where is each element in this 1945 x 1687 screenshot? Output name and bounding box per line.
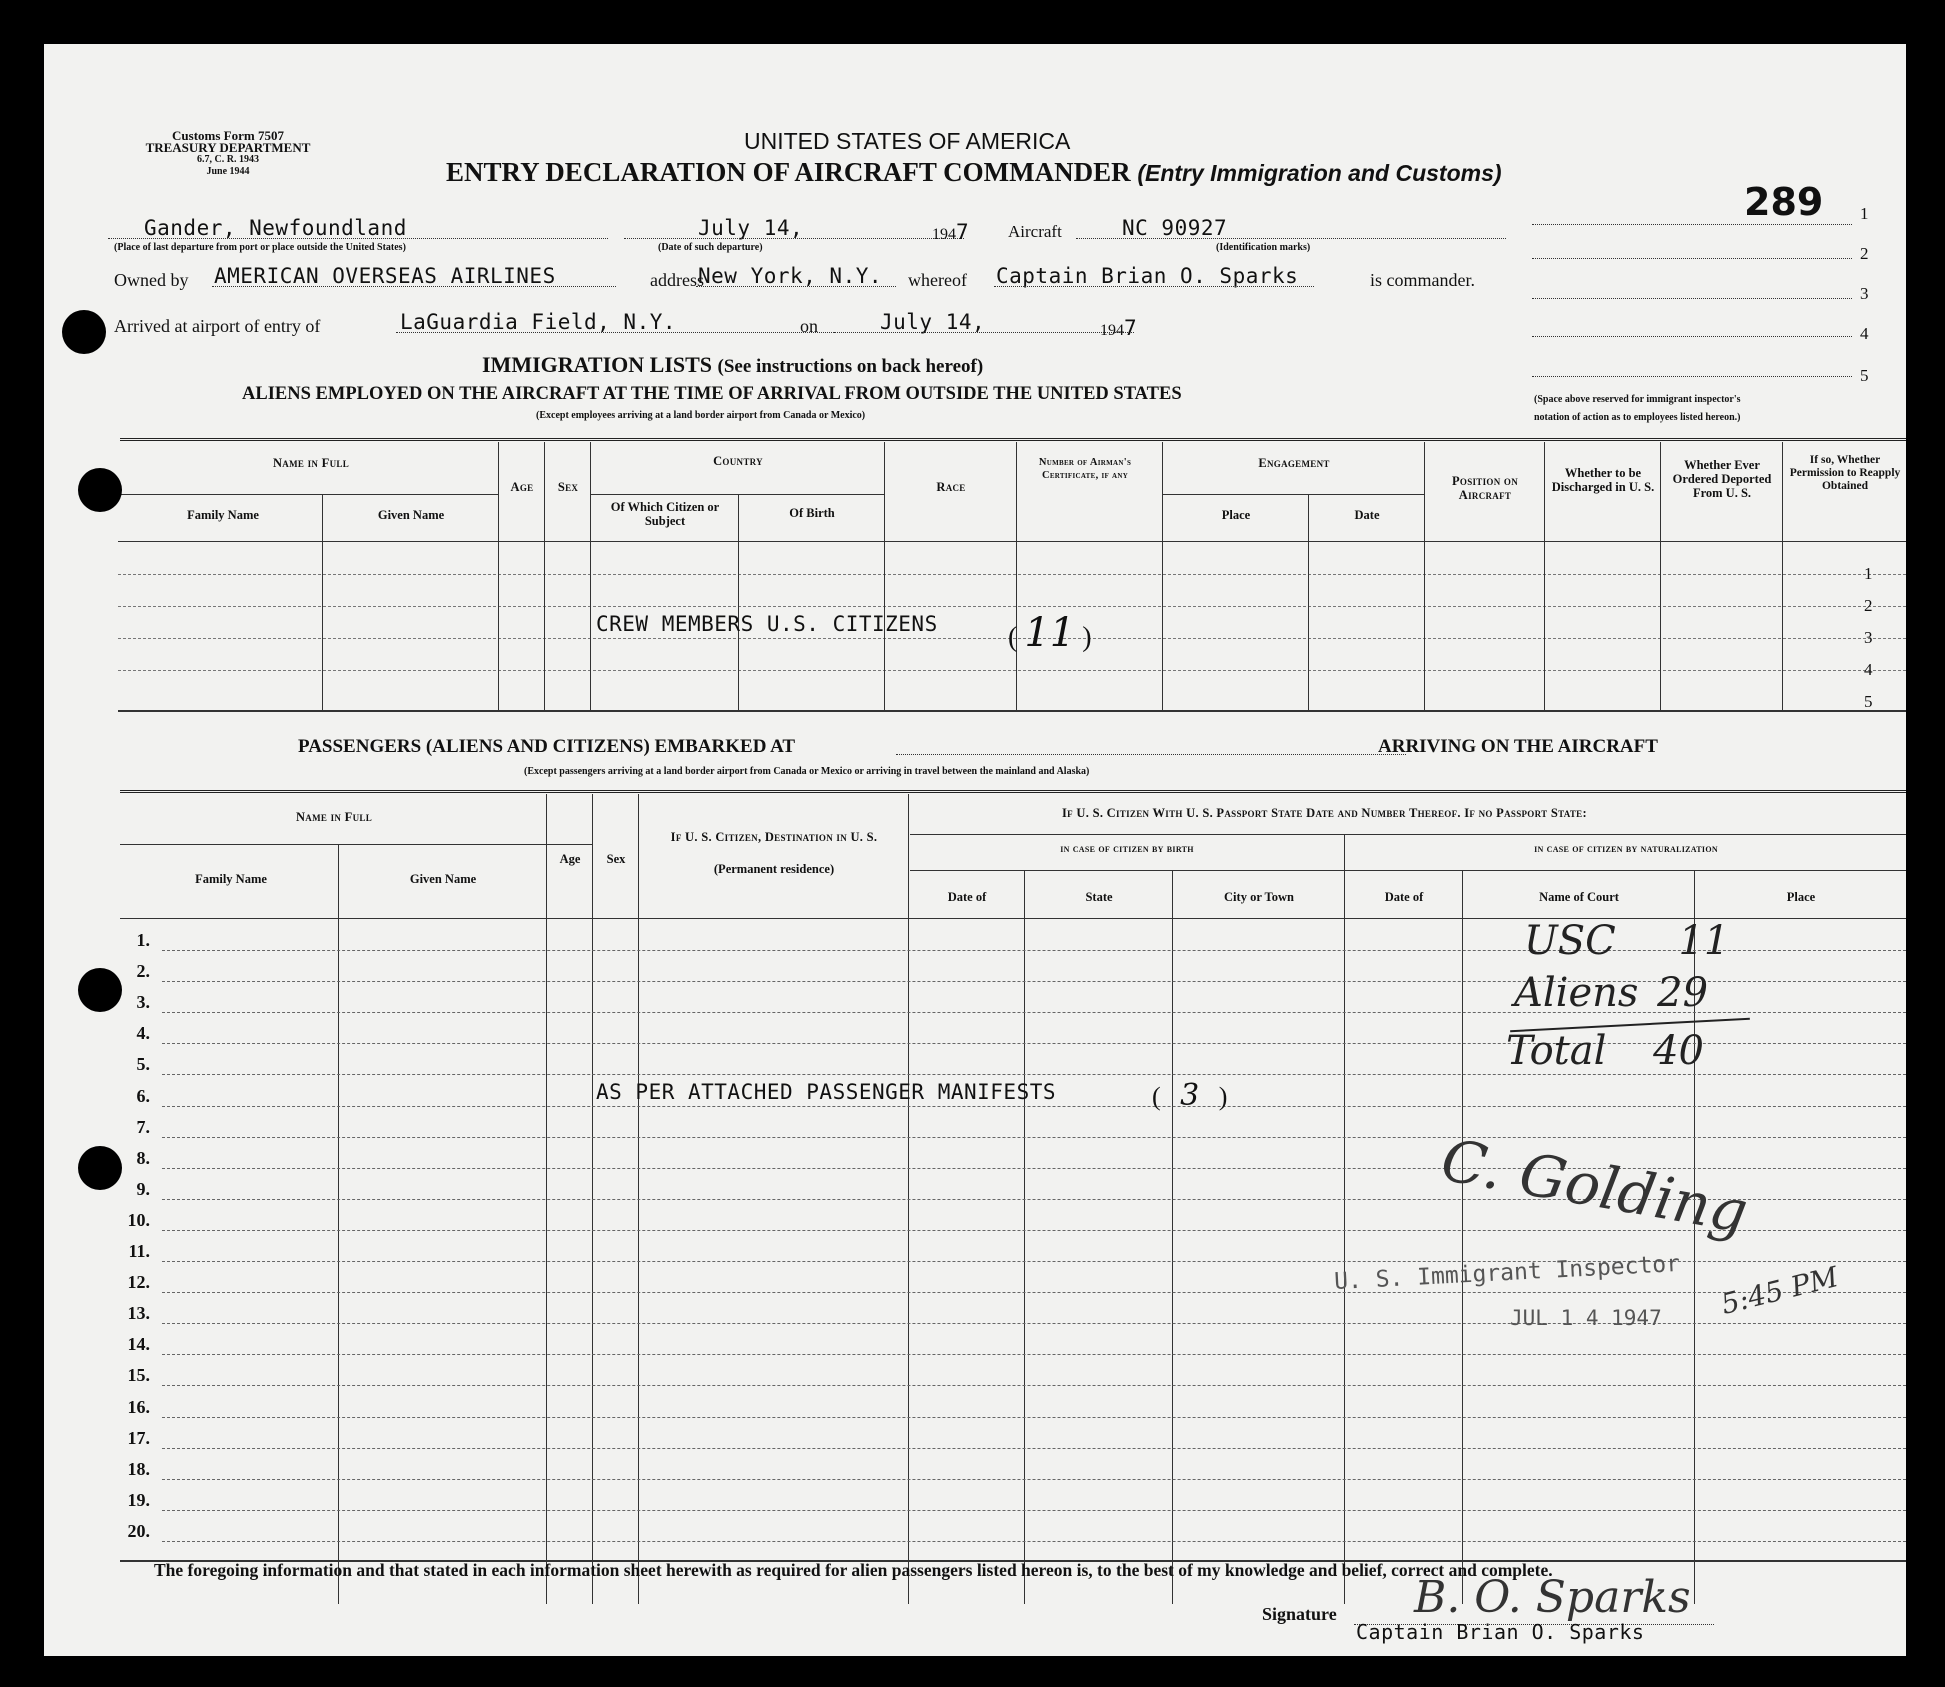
immigration-title: IMMIGRATION LISTS (See instructions on back hereof)	[482, 352, 984, 377]
inspector-time-note: 5:45 PM	[1717, 1260, 1842, 1321]
arrival-date: July 14,	[880, 310, 986, 334]
passenger-row-number: 5.	[136, 1054, 150, 1074]
passenger-row-number: 8.	[136, 1148, 150, 1168]
punch-hole	[78, 468, 122, 512]
is-commander-label: is commander.	[1370, 270, 1475, 290]
passenger-row-number: 12.	[127, 1272, 150, 1292]
tally-aliens-label: Aliens	[1514, 970, 1639, 1016]
tally-usc	[1524, 918, 1729, 964]
inspector-stamp-date: JUL 1 4 1947	[1510, 1306, 1662, 1330]
pass-header-date-of-2: Date of	[1384, 890, 1424, 904]
departure-date: July 14,	[698, 216, 804, 240]
pass-header-state: State	[1085, 890, 1113, 904]
whereof-label: whereof	[908, 270, 967, 290]
form-title	[446, 157, 1502, 188]
imm-header-age: Age	[510, 480, 534, 494]
form-department: TREASURY DEPARTMENT	[145, 140, 311, 155]
imm-header-discharged: Whether to be Discharged in U. S.	[1551, 466, 1655, 494]
imm-header-permission: If so, Whether Permission to Reapply Obtained	[1789, 454, 1901, 492]
crew-count: ( 11 )	[1008, 610, 1092, 656]
passenger-row-number: 18.	[127, 1459, 150, 1479]
imm-header-given: Given Name	[377, 508, 445, 522]
pass-header-destination: If U. S. Citizen, Destination in U. S.	[670, 830, 878, 844]
passenger-row-number: 10.	[127, 1210, 150, 1230]
arrival-label: Arrived at airport of entry of	[114, 316, 321, 336]
passenger-row-number: 2.	[136, 961, 150, 981]
pass-header-by-birth: in case of citizen by birth	[1060, 843, 1194, 855]
form-reference: 6.7, C. R. 1943	[197, 154, 259, 165]
passengers-title-right: ARRIVING ON THE AIRCRAFT	[1378, 736, 1658, 757]
immigration-subtitle: ALIENS EMPLOYED ON THE AIRCRAFT AT THE TIME OF ARRIVAL FROM OUTSIDE THE UNITED STATES	[242, 384, 1182, 404]
passenger-row-number: 11.	[128, 1241, 150, 1261]
margin-line-1: 1	[1860, 204, 1869, 223]
imm-row-2: 2	[1864, 596, 1873, 615]
pass-header-by-naturalization: in case of citizen by naturalization	[1534, 843, 1718, 855]
imm-header-position: Position on Aircraft	[1451, 474, 1519, 502]
passenger-row-number: 15.	[127, 1365, 150, 1385]
pass-header-age: Age	[559, 852, 581, 866]
arrival-on-label: on	[800, 316, 818, 336]
passenger-row-line	[162, 1074, 1906, 1075]
sheet-number: 289	[1744, 180, 1824, 224]
signer-name: Captain Brian O. Sparks	[1356, 1620, 1645, 1644]
tally-usc-label: USC	[1524, 918, 1616, 964]
margin-line-5: 5	[1860, 366, 1869, 385]
tally-total	[1506, 1028, 1704, 1074]
aircraft-caption: (Identification marks)	[1216, 242, 1311, 253]
pass-header-given: Given Name	[409, 872, 477, 886]
pass-header-date-of: Date of	[947, 890, 987, 904]
passenger-row-number: 19.	[127, 1490, 150, 1510]
pass-header-sex: Sex	[606, 852, 626, 866]
imm-row-4: 4	[1864, 660, 1873, 679]
passenger-row-line	[162, 1230, 1906, 1231]
manifest-entry: AS PER ATTACHED PASSENGER MANIFESTS	[596, 1080, 1057, 1104]
form-info	[88, 130, 368, 178]
owned-by-label: Owned by	[114, 270, 189, 290]
certification-text: The foregoing information and that stated in each information sheet herewith as required for alien passengers listed hereon is, to the best of my knowledge and belief, correct and complete.	[154, 1560, 1553, 1580]
passenger-row-number: 6.	[136, 1086, 150, 1106]
pass-header-place: Place	[1786, 890, 1816, 904]
passenger-row-number: 4.	[136, 1023, 150, 1043]
crew-entry: CREW MEMBERS U.S. CITIZENS	[596, 612, 938, 636]
passenger-row-line	[162, 1417, 1906, 1418]
passenger-row-line	[162, 1385, 1906, 1386]
punch-hole	[78, 1146, 122, 1190]
pass-header-court: Name of Court	[1539, 890, 1619, 904]
reserved-note-2: notation of action as to employees listed hereon.)	[1534, 412, 1741, 423]
margin-line-2: 2	[1860, 244, 1869, 263]
country-heading: UNITED STATES OF AMERICA	[744, 128, 1071, 154]
passenger-row-line	[162, 1354, 1906, 1355]
imm-header-birth: Of Birth	[789, 506, 835, 520]
passenger-row-number: 17.	[127, 1428, 150, 1448]
passenger-row-number: 9.	[136, 1179, 150, 1199]
passenger-row-number: 20.	[127, 1521, 150, 1541]
address-label: address	[650, 270, 704, 290]
departure-date-caption: (Date of such departure)	[658, 242, 763, 253]
owner-name: AMERICAN OVERSEAS AIRLINES	[214, 264, 556, 288]
imm-header-date: Date	[1354, 508, 1380, 522]
arrival-year: 1947	[1100, 316, 1138, 340]
pass-header-family: Family Name	[195, 872, 267, 886]
passenger-row-line	[162, 1106, 1906, 1107]
passengers-caption: (Except passengers arriving at a land border airport from Canada or Mexico or arriving in travel between the mainland and Alaska)	[524, 766, 1090, 777]
margin-line-3: 3	[1860, 284, 1869, 303]
punch-hole	[62, 310, 106, 354]
passengers-title-left: PASSENGERS (ALIENS AND CITIZENS) EMBARKED AT	[298, 736, 796, 757]
form-date: June 1944	[206, 166, 250, 177]
imm-header-name: Name in Full	[272, 456, 350, 470]
passenger-row-number: 7.	[136, 1117, 150, 1137]
margin-line-4: 4	[1860, 324, 1869, 343]
imm-row-5: 5	[1864, 692, 1873, 711]
imm-row-3: 3	[1864, 628, 1873, 647]
tally-aliens	[1514, 970, 1708, 1016]
form-number: Customs Form 7507	[172, 128, 284, 143]
pass-header-passport: If U. S. Citizen With U. S. Passport State Date and Number Thereof. If no Passport State:	[1062, 806, 1587, 820]
tally-aliens-value: 29	[1657, 970, 1709, 1016]
imm-header-sex: Sex	[557, 480, 579, 494]
manifest-count: ( 3 )	[1152, 1078, 1228, 1113]
commander-signature: B. O. Sparks	[1414, 1572, 1691, 1623]
passenger-row-line	[162, 1510, 1906, 1511]
imm-row-1: 1	[1864, 564, 1873, 583]
imm-header-engagement: Engagement	[1258, 456, 1330, 470]
reserved-note-1: (Space above reserved for immigrant inspector's	[1534, 394, 1741, 405]
commander-name: Captain Brian O. Sparks	[996, 264, 1299, 288]
imm-header-cert: Number of Airman's Certificate, if any	[1038, 457, 1132, 481]
owner-address: New York, N.Y.	[698, 264, 883, 288]
passenger-row-line	[162, 1448, 1906, 1449]
imm-header-family: Family Name	[187, 508, 259, 522]
pass-header-name: Name in Full	[295, 810, 373, 824]
passenger-row-number: 1.	[136, 930, 150, 950]
departure-year: 1947	[932, 220, 970, 244]
signature-label: Signature	[1262, 1604, 1337, 1624]
imm-header-deported: Whether Ever Ordered Deported From U. S.	[1672, 458, 1772, 500]
imm-header-country: Country	[713, 454, 763, 468]
tally-usc-value: 11	[1678, 918, 1730, 964]
tally-total-label: Total	[1506, 1028, 1607, 1074]
aircraft-label: Aircraft	[1008, 222, 1062, 241]
pass-header-destination-note: (Permanent residence)	[713, 862, 835, 876]
immigration-caption: (Except employees arriving at a land border airport from Canada or Mexico)	[536, 410, 866, 421]
inspector-stamp-title: U. S. Immigrant Inspector	[1333, 1250, 1681, 1296]
passenger-row-line	[162, 1479, 1906, 1480]
passenger-row-number: 13.	[127, 1303, 150, 1323]
departure-place: Gander, Newfoundland	[144, 216, 407, 240]
form-title-sub: (Entry Immigration and Customs)	[1137, 160, 1502, 186]
departure-place-caption: (Place of last departure from port or place outside the United States)	[114, 242, 406, 253]
imm-header-race: Race	[936, 480, 966, 494]
passenger-row-number: 14.	[127, 1334, 150, 1354]
passenger-row-line	[162, 1137, 1906, 1138]
passenger-row-number: 3.	[136, 992, 150, 1012]
passenger-row-number: 16.	[127, 1397, 150, 1417]
passenger-row-line	[162, 1292, 1906, 1293]
aircraft-marks: NC 90927	[1122, 216, 1228, 240]
punch-hole	[78, 968, 122, 1012]
tally-total-value: 40	[1653, 1028, 1704, 1074]
pass-header-city: City or Town	[1224, 890, 1294, 904]
imm-header-citizen: Of Which Citizen or Subject	[610, 500, 720, 528]
arrival-airport: LaGuardia Field, N.Y.	[400, 310, 677, 334]
passenger-row-line	[162, 1541, 1906, 1542]
imm-header-place: Place	[1221, 508, 1251, 522]
form-sheet	[44, 44, 1906, 1656]
form-title-main: ENTRY DECLARATION OF AIRCRAFT COMMANDER	[446, 157, 1131, 187]
inspector-signature: C. Golding	[1436, 1125, 1753, 1247]
